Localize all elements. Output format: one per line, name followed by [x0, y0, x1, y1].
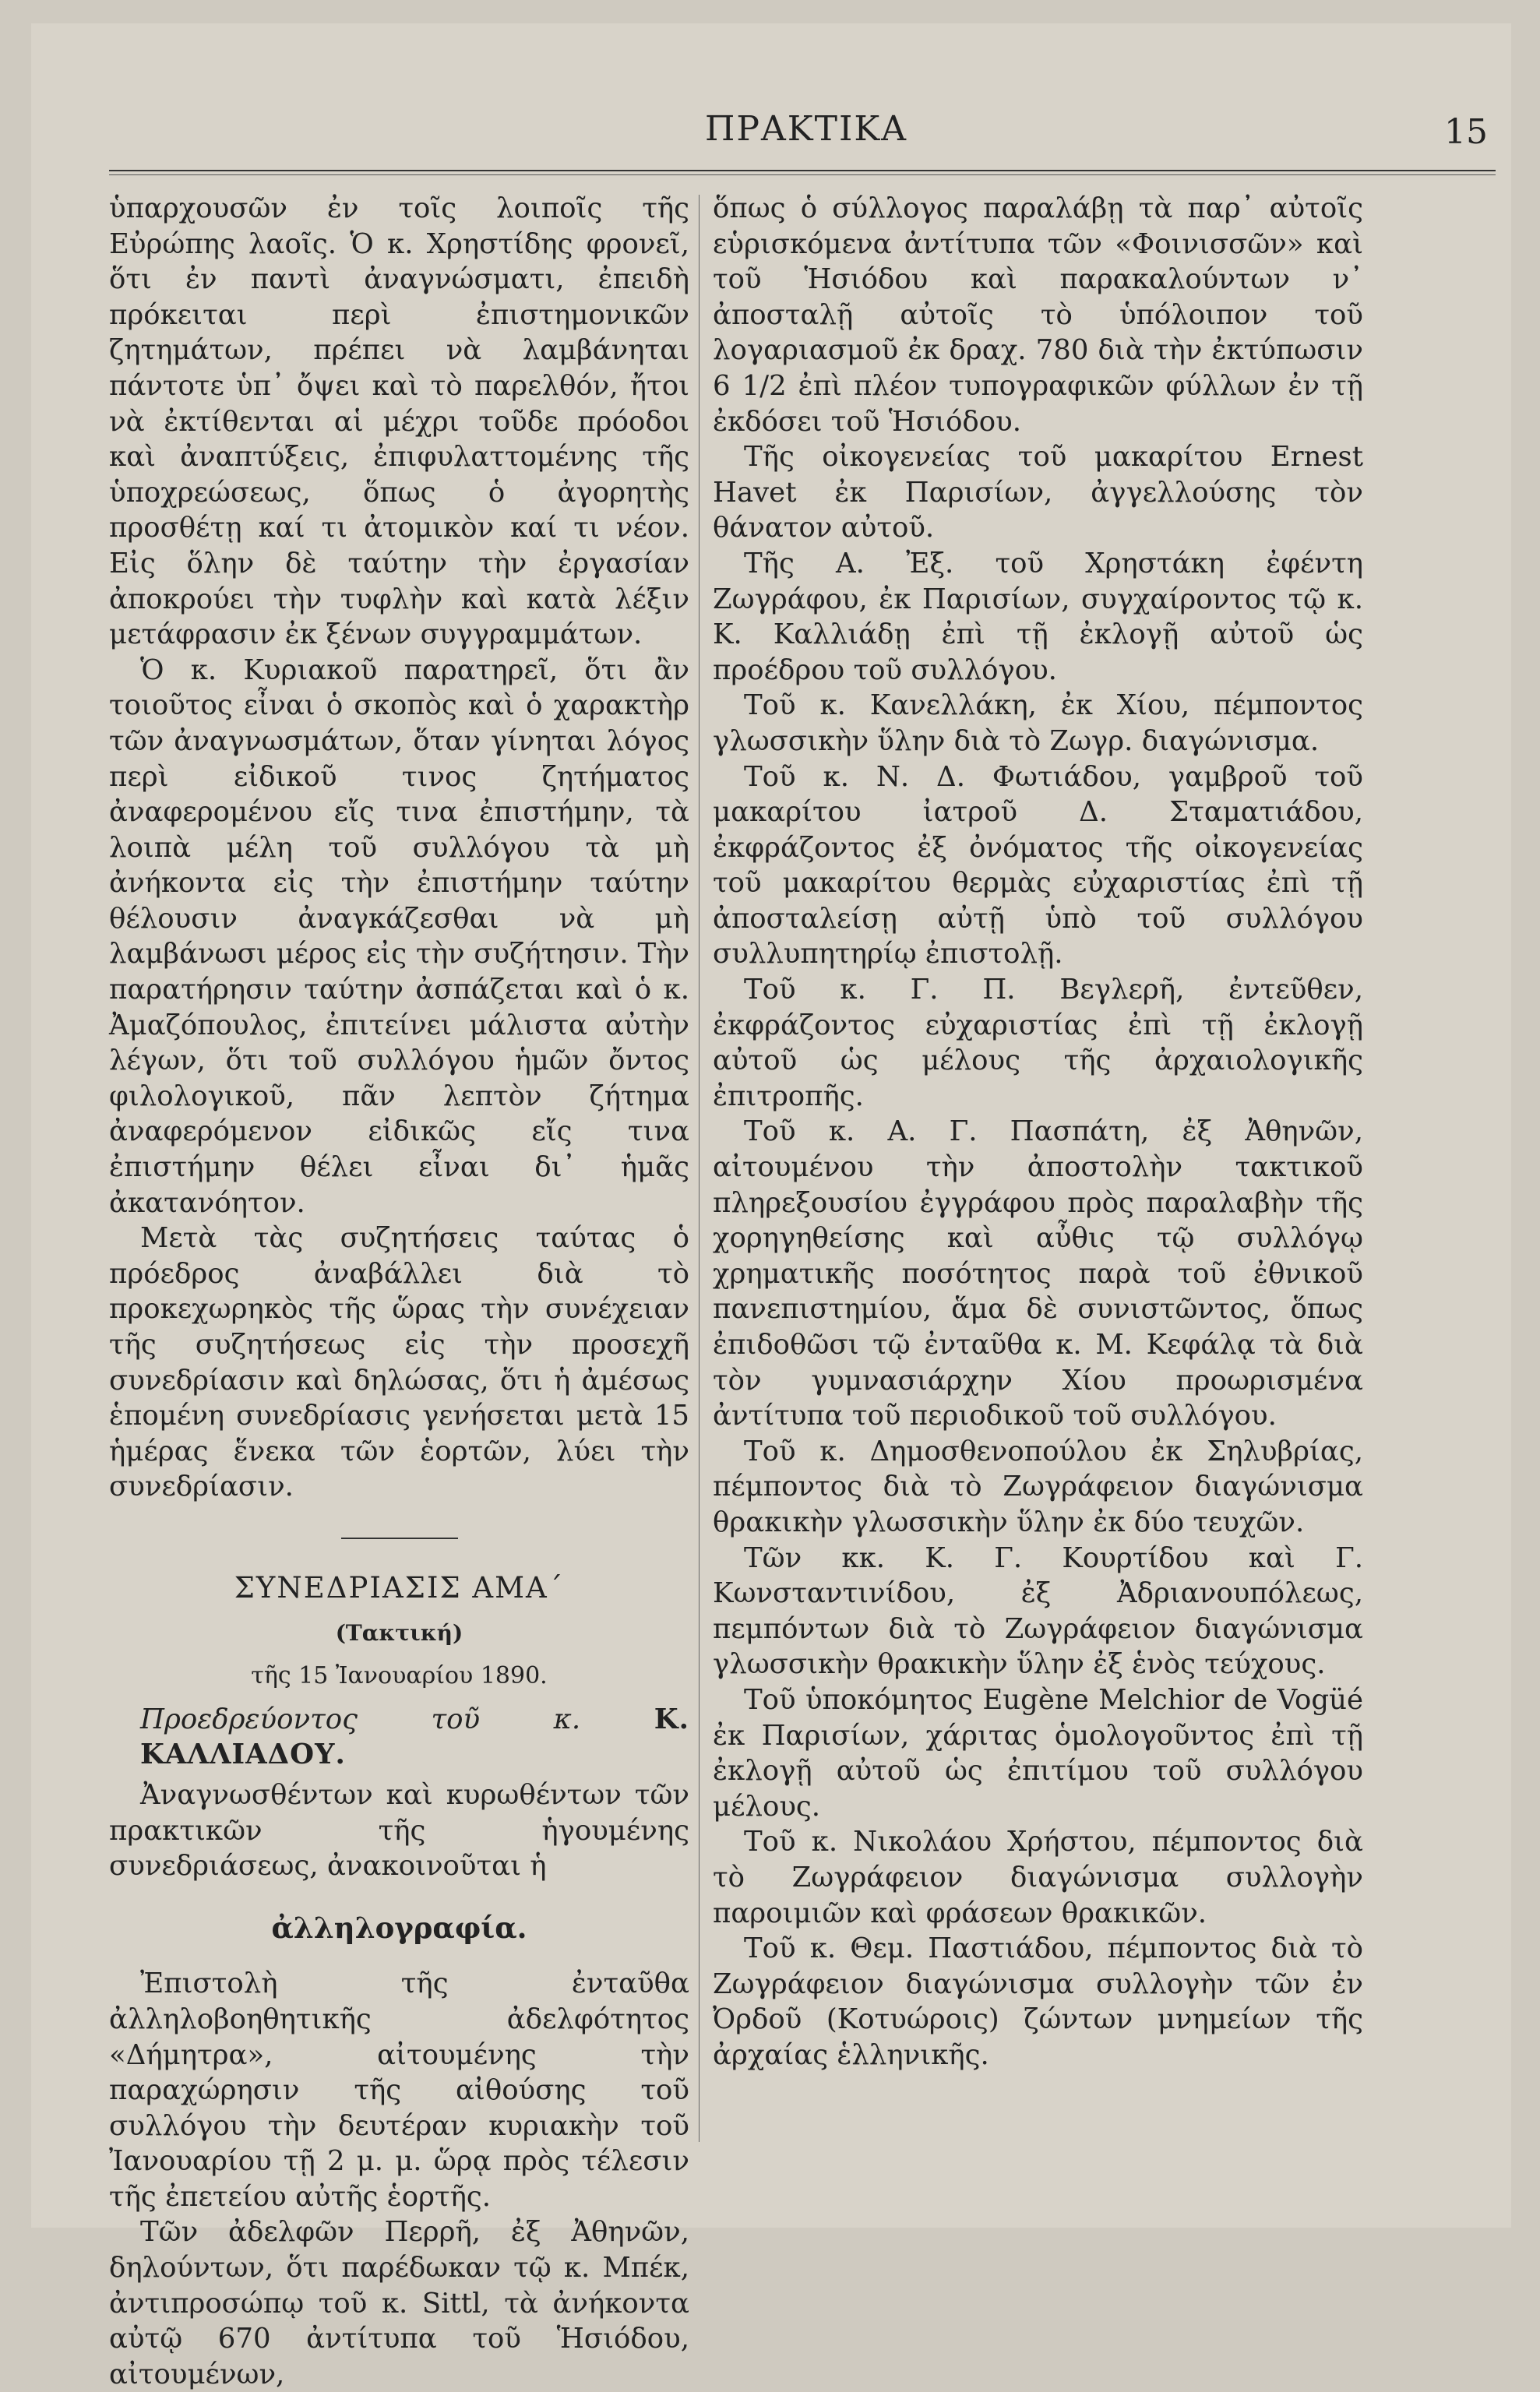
- column-divider: [699, 195, 700, 2142]
- paragraph: Μετὰ τὰς συζητήσεις ταύτας ὁ πρόεδρος ἀναβάλλει διὰ τὸ προκεχωρηκὸς τῆς ὥρας τὴν συνέχειαν τῆς συζητήσεως εἰς τὴν προσεχῆ συνεδρίασιν καὶ δηλώσας, ὅτι ἡ ἀμέσως ἑπομένη συνεδρίασις γενήσεται μετὰ 15 ἡμέρας ἕνεκα τῶν ἑορτῶν, λύει τὴν συνεδρίασιν.: [109, 1222, 689, 1503]
- left-column: [109, 191, 689, 2392]
- paragraph: Τῆς Α. Ἐξ. τοῦ Χρηστάκη ἐφέντη Ζωγράφου, ἐκ Παρισίων, συγχαίροντος τῷ κ. Κ. Καλλιάδῃ ἐπὶ τῇ ἐκλογῇ αὐτοῦ ὡς προέδρου τοῦ συλλόγου.: [713, 547, 1363, 686]
- paragraph: Τοῦ κ. Κανελλάκη, ἐκ Χίου, πέμποντος γλωσσικὴν ὕλην διὰ τὸ Ζωγρ. διαγώνισμα.: [713, 689, 1363, 757]
- chair-prefix: Προεδρεύοντος τοῦ κ.: [140, 1703, 581, 1735]
- paragraph: ὑπαρχουσῶν ἐν τοῖς λοιποῖς τῆς Εὐρώπης λαοῖς. Ὁ κ. Χρηστίδης φρονεῖ, ὅτι ἐν παντὶ ἀναγνώσματι, ἐπειδὴ πρόκειται περὶ ἐπιστημονικῶν ζητημάτων, πρέπει νὰ λαμβάνηται πάντοτε ὑπ᾿ ὄψει καὶ τὸ παρελθόν, ἤτοι νὰ ἐκτίθενται αἱ μέχρι τοῦδε πρόοδοι καὶ ἀναπτύξεις, ἐπιφυλαττομένης τῆς ὑποχρεώσεως, ὅπως ὁ ἀγορητὴς προσθέτῃ καί τι ἀτομικὸν καί τι νέον. Εἰς ὅλην δὲ ταύτην τὴν ἐργασίαν ἀποκρούει τὴν τυφλὴν καὶ κατὰ λέξιν μετάφρασιν ἐκ ξένων συγγραμμάτων.: [109, 192, 689, 651]
- chair-line: [109, 1702, 689, 1773]
- session-date: τῆς 15 Ἰανουαρίου 1890.: [251, 1662, 548, 1690]
- paragraph: Ἀναγνωσθέντων καὶ κυρωθέντων τῶν πρακτικῶν τῆς ἡγουμένης συνεδριάσεως, ἀνακοινοῦται ἡ: [109, 1778, 689, 1883]
- page-number: 15: [1444, 112, 1488, 152]
- session-type: (Τακτική): [335, 1619, 463, 1646]
- section-subheading: ἀλληλογραφία.: [271, 1910, 527, 1945]
- paragraph: Τῶν ἀδελφῶν Περρῆ, ἐξ Ἀθηνῶν, δηλούντων, ὅτι παρέδωκαν τῷ κ. Μπέκ, ἀντιπροσώπῳ τοῦ κ. Sittl, τὰ ἀνήκοντα αὐτῷ 670 ἀντίτυπα τοῦ Ἡσιόδου, αἰτουμένων,: [109, 2216, 689, 2390]
- header-rule: [109, 170, 1496, 175]
- journal-page: [31, 23, 1511, 2390]
- paragraph: Τοῦ κ. Ν. Δ. Φωτιάδου, γαμβροῦ τοῦ μακαρίτου ἰατροῦ Δ. Σταματιάδου, ἐκφράζοντος ἐξ ὀνόματος τῆς οἰκογενείας τοῦ μακαρίτου θερμὰς εὐχαριστίας ἐπὶ τῇ ἀποσταλείσῃ αὐτῇ ὑπὸ τοῦ συλλόγου συλλυπητηρίῳ ἐπιστολῇ.: [713, 760, 1363, 971]
- right-column: [713, 191, 1363, 2073]
- paragraph: Τοῦ κ. Δημοσθενοπούλου ἐκ Σηλυβρίας, πέμποντος διὰ τὸ Ζωγράφειον διαγώνισμα θρακικὴν γλωσσικὴν ὕλην ἐκ δύο τευχῶν.: [713, 1435, 1363, 1538]
- paragraph: Τοῦ κ. Θεμ. Παστιάδου, πέμποντος διὰ τὸ Ζωγράφειον διαγώνισμα συλλογὴν τῶν ἐν Ὀρδοῦ (Κοτυώροις) ζώντων μνημείων τῆς ἀρχαίας ἑλληνικῆς.: [713, 1932, 1363, 2071]
- paragraph: Ὁ κ. Κυριακοῦ παρατηρεῖ, ὅτι ἂν τοιοῦτος εἶναι ὁ σκοπὸς καὶ ὁ χαρακτὴρ τῶν ἀναγνωσμάτων, ὅταν γίνηται λόγος περὶ εἰδικοῦ τινος ζητήματος ἀναφερομένου εἴς τινα ἐπιστήμην, τὰ λοιπὰ μέλη τοῦ συλλόγου τὰ μὴ ἀνήκοντα εἰς τὴν ἐπιστήμην ταύτην θέλουσιν ἀναγκάζεσθαι νὰ μὴ λαμβάνωσι μέρος εἰς τὴν συζήτησιν. Τὴν παρατήρησιν ταύτην ἀσπάζεται καὶ ὁ κ. Ἀμαζόπουλος, ἐπιτείνει μάλιστα αὐτὴν λέγων, ὅτι τοῦ συλλόγου ἡμῶν ὄντος φιλολογικοῦ, πᾶν λεπτὸν ζήτημα ἀναφερόμενον εἰδικῶς εἴς τινα ἐπιστήμην θέλει εἶναι δι᾿ ἡμᾶς ἀκατανόητον.: [109, 653, 689, 1219]
- paragraph: Τοῦ κ. Γ. Π. Βεγλερῆ, ἐντεῦθεν, ἐκφράζοντος εὐχαριστίας ἐπὶ τῇ ἐκλογῇ αὐτοῦ ὡς μέλους τῆς ἀρχαιολογικῆς ἐπιτροπῆς.: [713, 974, 1363, 1112]
- chair-name: Κ. ΚΑΛΛΙΑΔΟΥ.: [140, 1703, 689, 1771]
- running-title: ΠΡΑΚΤΙΚΑ: [705, 109, 907, 149]
- section-separator: [341, 1538, 458, 1539]
- running-head: [125, 101, 1488, 164]
- paragraph: Τοῦ κ. Νικολάου Χρήστου, πέμποντος διὰ τὸ Ζωγράφειον διαγώνισμα συλλογὴν παροιμιῶν καὶ φράσεων θρακικῶν.: [713, 1826, 1363, 1929]
- paragraph: Ἐπιστολὴ τῆς ἐνταῦθα ἀλληλοβοηθητικῆς ἀδελφότητος «Δήμητρα», αἰτουμένης τὴν παραχώρησιν τῆς αἰθούσης τοῦ συλλόγου τὴν δευτέραν κυριακὴν τοῦ Ἰανουαρίου τῇ 2 μ. μ. ὥρᾳ πρὸς τέλεσιν τῆς ἐπετείου αὐτῆς ἑορτῆς.: [109, 1967, 689, 2213]
- paragraph: ὅπως ὁ σύλλογος παραλάβῃ τὰ παρ᾿ αὐτοῖς εὑρισκόμενα ἀντίτυπα τῶν «Φοινισσῶν» καὶ τοῦ Ἡσιόδου καὶ παρακαλούντων ν᾿ ἀποσταλῇ αὐτοῖς τὸ ὑπόλοιπον τοῦ λογαριασμοῦ ἐκ δραχ. 780 διὰ τὴν ἐκτύπωσιν 6 1/2 ἐπὶ πλέον τυπογραφικῶν φύλλων ἐν τῇ ἐκδόσει τοῦ Ἡσιόδου.: [713, 192, 1363, 438]
- paragraph: Τοῦ κ. Α. Γ. Πασπάτη, ἐξ Ἀθηνῶν, αἰτουμένου τὴν ἀποστολὴν τακτικοῦ πληρεξουσίου ἐγγράφου πρὸς παραλαβὴν τῆς χορηγηθείσης καὶ αὖθις τῷ συλλόγῳ χρηματικῆς ποσότητος παρὰ τοῦ ἐθνικοῦ πανεπιστημίου, ἅμα δὲ συνιστῶντος, ὅπως ἐπιδοθῶσι τῷ ἐνταῦθα κ. Μ. Κεφάλᾳ τὰ διὰ τὸν γυμνασιάρχην Χίου προωρισμένα ἀντίτυπα τοῦ περιοδικοῦ τοῦ συλλόγου.: [713, 1115, 1363, 1432]
- session-title: ΣΥΝΕΔΡΙΑΣΙΣ ΑΜΑ΄: [234, 1570, 565, 1605]
- paragraph: Τοῦ ὑποκόμητος Eugène Melchior de Vogüé ἐκ Παρισίων, χάριτας ὁμολογοῦντος ἐπὶ τῇ ἐκλογῇ αὐτοῦ ὡς ἐπιτίμου τοῦ συλλόγου μέλους.: [713, 1683, 1363, 1823]
- paragraph: Τῶν κκ. Κ. Γ. Κουρτίδου καὶ Γ. Κωνσταντινίδου, ἐξ Ἀδριανουπόλεως, πεμπόντων διὰ τὸ Ζωγράφειον διαγώνισμα γλωσσικὴν θρακικὴν ὕλην ἐξ ἑνὸς τεύχους.: [713, 1541, 1363, 1681]
- paragraph: Τῆς οἰκογενείας τοῦ μακαρίτου Ernest Havet ἐκ Παρισίων, ἀγγελλούσης τὸν θάνατον αὐτοῦ.: [713, 441, 1363, 544]
